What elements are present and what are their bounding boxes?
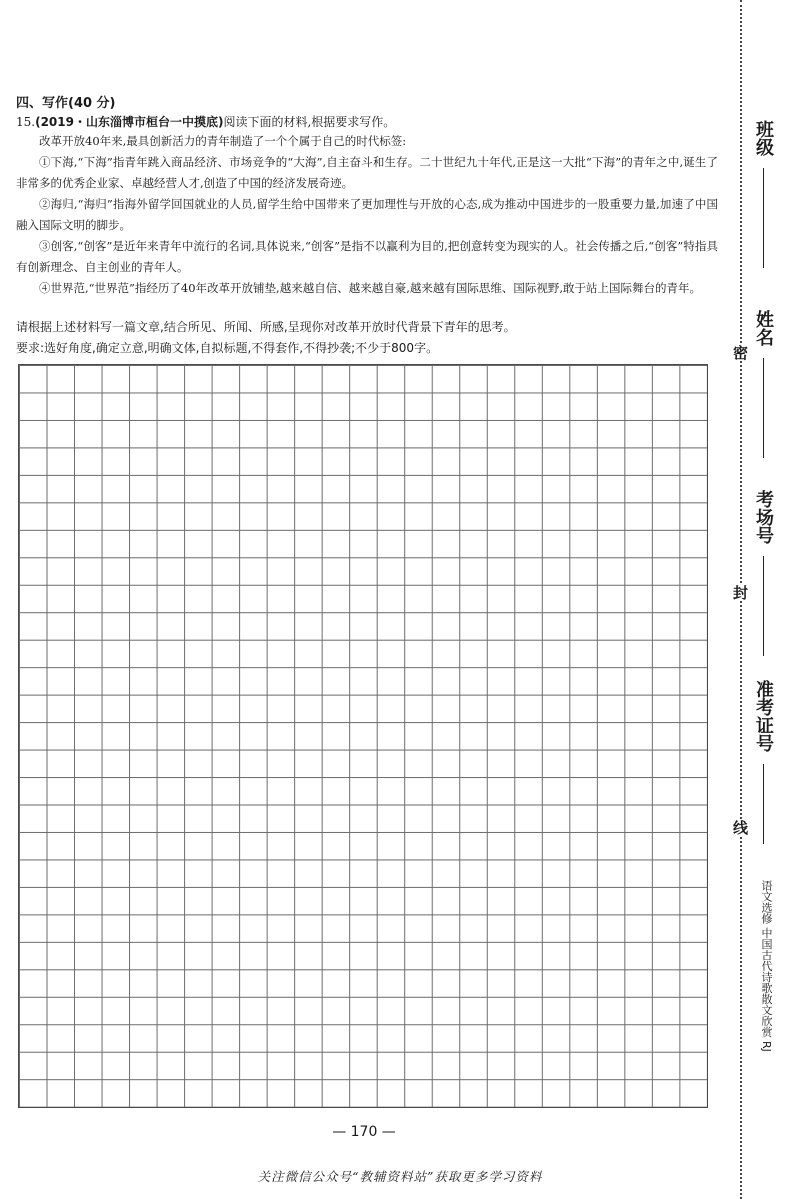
page-number: — 170 —	[332, 1124, 396, 1140]
passage-paragraph: ③创客,“创客”是近年来青年中流行的名词,具体说来,“创客”是指不以赢利为目的,把创意转变为现实的人。社会传播之后,“创客”特指具有创新理念、自主创业的青年人。	[16, 239, 718, 274]
passage-paragraph: ②海归,“海归”指海外留学回国就业的人员,留学生给中国带来了更加理性与开放的心态,成为推动中国进步的一股重要力量,加速了中国融入国际文明的脚步。	[16, 197, 718, 232]
exam-room-label: 考场号	[753, 490, 774, 544]
question-instruction: 阅读下面的材料,根据要求写作。	[223, 115, 396, 129]
task-prompt: 请根据上述材料写一篇文章,结合所见、所闻、所感,呈现你对改革开放时代背景下青年的思考。	[16, 320, 516, 334]
passage-paragraph: ①下海,“下海”指青年跳入商品经济、市场竞争的“大海”,自主奋斗和生存。二十世纪九十年代,正是这一大批“下海”的青年之中,诞生了非常多的优秀企业家、卓越经营人才,创造了中国的经济发展奇迹。	[16, 155, 718, 190]
question-header	[16, 113, 716, 131]
passage-paragraph: 改革开放40年来,最具创新活力的青年制造了一个个属于自己的时代标签:	[39, 134, 407, 148]
reading-passage	[16, 131, 718, 299]
name-label: 姓名	[753, 310, 774, 346]
class-field[interactable]	[752, 120, 774, 268]
seal-char-feng: 封	[731, 585, 749, 600]
exam-room-underline	[763, 556, 764, 656]
section-title: 四、写作(40 分)	[16, 96, 116, 111]
book-info: 语文选修 中国古代诗歌散文欣赏 RJ	[760, 880, 773, 1052]
seal-char-xian: 线	[731, 820, 749, 835]
passage-paragraph: ④世界范,“世界范”指经历了40年改革开放铺垫,越来越自信、越来越自豪,越来越有国际思维、国际视野,敢于站上国际舞台的青年。	[39, 281, 702, 295]
class-underline	[763, 168, 764, 268]
admission-number-underline	[763, 764, 764, 844]
footer-note: 关注微信公众号“教辅资料站”获取更多学习资料	[257, 1169, 543, 1184]
writing-grid[interactable]	[18, 364, 708, 1108]
name-underline	[763, 358, 764, 458]
question-number: 15.	[16, 115, 36, 129]
question-source: (2019・山东淄博市桓台一中摸底)	[35, 115, 224, 129]
class-label: 班级	[753, 120, 774, 156]
exam-room-field[interactable]	[752, 490, 774, 656]
admission-number-field[interactable]	[752, 680, 774, 844]
name-field[interactable]	[752, 310, 774, 458]
admission-number-label: 准考证号	[753, 680, 774, 752]
seal-char-mi: 密	[731, 345, 749, 360]
task-requirements: 要求:选好角度,确定立意,明确文体,自拟标题,不得套作,不得抄袭;不少于800字。	[16, 341, 439, 355]
writing-task	[16, 317, 718, 359]
